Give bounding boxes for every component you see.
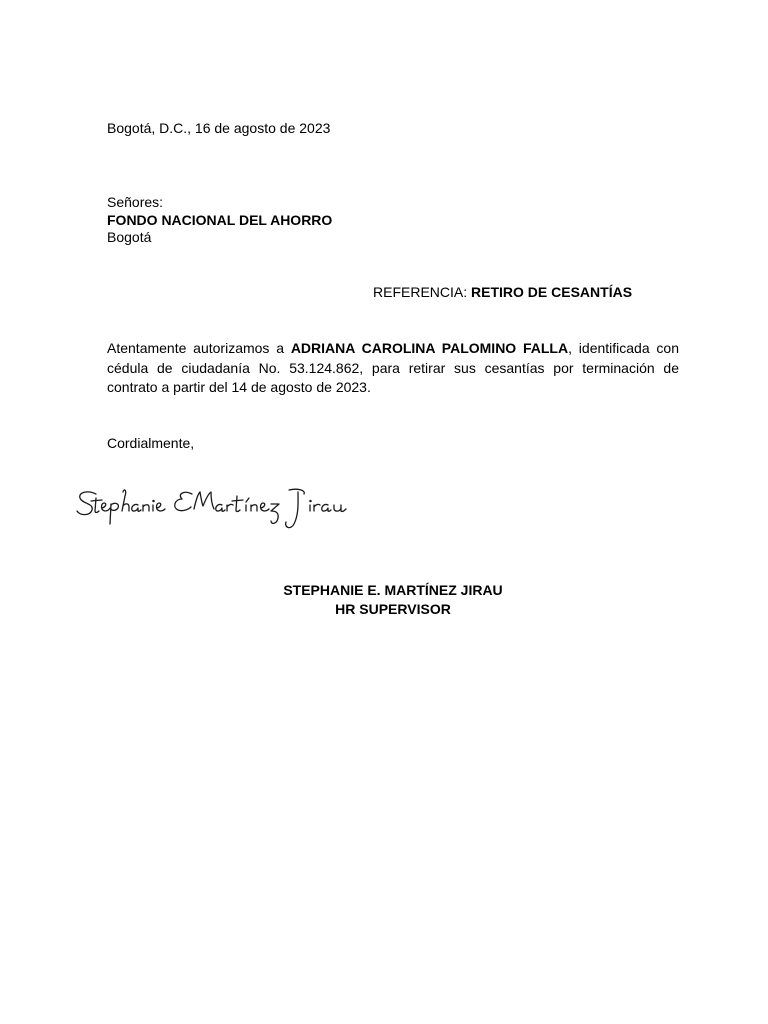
handwritten-signature (74, 476, 364, 536)
recipient-city: Bogotá (107, 229, 152, 245)
body-paragraph (107, 339, 679, 398)
salutation: Señores: (107, 194, 164, 210)
reference-label: REFERENCIA: (373, 284, 468, 300)
closing: Cordialmente, (107, 435, 195, 451)
reference-value: RETIRO DE CESANTÍAS (471, 284, 633, 300)
recipient-name: FONDO NACIONAL DEL AHORRO (107, 212, 333, 228)
signer-name: STEPHANIE E. MARTÍNEZ JIRAU (283, 582, 503, 598)
body-rest: , identificada con cédula de ciudadanía No. 53.124.862, para retirar sus cesantías por terminación de contrato a partir del 14 de agosto de 2023. (107, 340, 679, 395)
signer-title: HR SUPERVISOR (335, 601, 451, 617)
body-intro: Atentamente autorizamos a (107, 340, 291, 356)
reference-line (373, 283, 632, 301)
place-date: Bogotá, D.C., 16 de agosto de 2023 (107, 120, 331, 136)
employee-name: ADRIANA CAROLINA PALOMINO FALLA (290, 340, 569, 356)
